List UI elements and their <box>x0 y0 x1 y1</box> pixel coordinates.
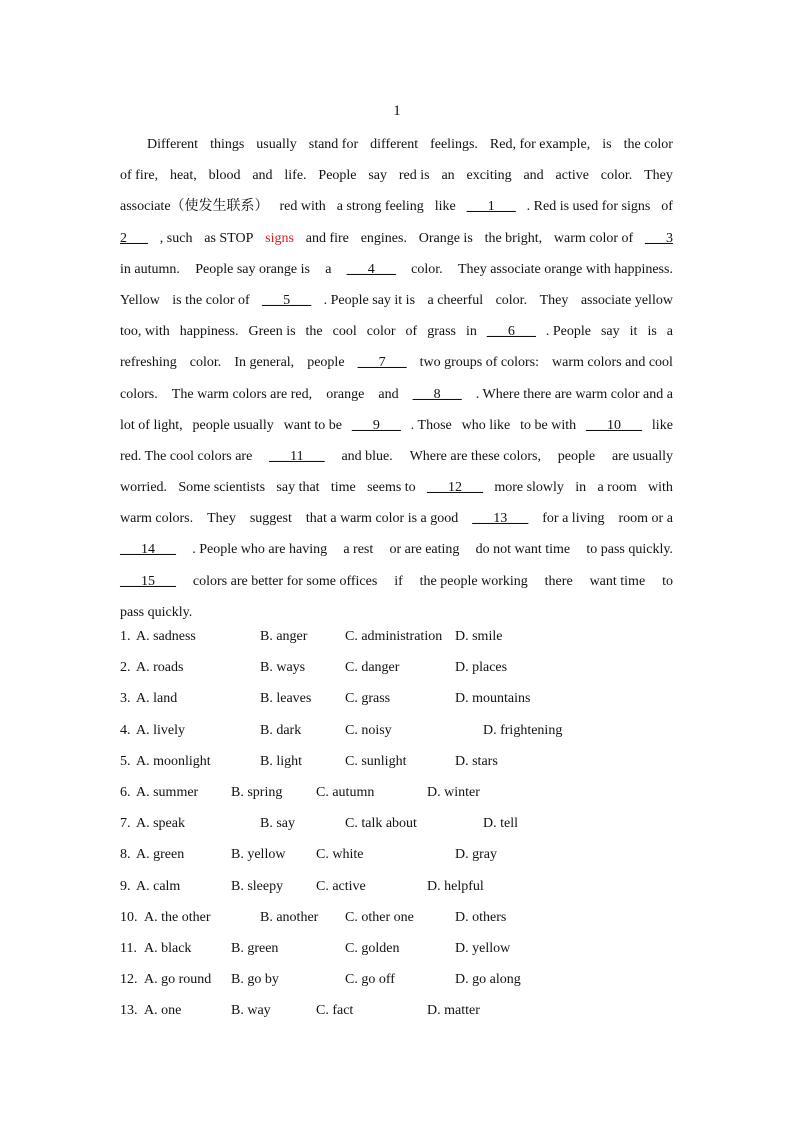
passage-text: color. <box>189 355 222 371</box>
passage-text: that a warm color is a good <box>305 511 459 527</box>
page-number: 1 <box>393 103 401 119</box>
option-a: A. one <box>144 1003 182 1019</box>
passage-text: and <box>378 386 399 402</box>
passage-line <box>120 129 673 160</box>
passage-text: want to be <box>283 417 342 433</box>
option-a: A. go round <box>144 972 212 988</box>
passage-line <box>120 347 673 378</box>
answer-blank: ___4___ <box>346 261 396 277</box>
passage-text: color. <box>411 261 443 277</box>
passage-text: red. The cool colors are <box>120 448 253 464</box>
passage-text: the bright, <box>484 230 543 246</box>
option-c: C. active <box>316 878 366 894</box>
passage-text: engines. <box>360 230 407 246</box>
question-number: 7. <box>120 816 131 832</box>
passage-text: with <box>648 480 673 496</box>
option-c: C. white <box>316 847 364 863</box>
option-c: C. danger <box>345 660 400 676</box>
passage-text: red is <box>398 168 430 184</box>
highlighted-word: signs <box>265 230 294 246</box>
passage-text: Orange is <box>418 230 473 246</box>
option-a: A. speak <box>136 816 185 832</box>
passage-text: as STOP <box>204 230 254 246</box>
option-c: C. talk about <box>345 816 417 832</box>
passage-text: in <box>465 324 477 340</box>
passage-line <box>120 223 673 254</box>
passage-text: . People <box>545 324 591 340</box>
passage-text: the people working <box>419 573 528 589</box>
passage-text: worried. <box>120 480 168 496</box>
passage-text: color <box>366 324 396 340</box>
passage-text: warm color of <box>553 230 634 246</box>
passage-text: lot of light, <box>120 417 183 433</box>
option-b: B. go by <box>231 972 279 988</box>
passage-text: in autumn. <box>120 261 180 277</box>
option-d: D. smile <box>455 629 503 644</box>
passage-text: a cheerful <box>427 292 484 308</box>
option-a: A. black <box>144 940 192 956</box>
passage-text: time <box>330 480 356 496</box>
passage-text: do not want time <box>475 542 571 558</box>
passage-text: Red, for example, <box>489 137 591 152</box>
passage-text: stand for <box>308 137 359 152</box>
passage-text: if <box>394 573 403 589</box>
passage-text: say <box>600 324 620 340</box>
passage-text: in <box>575 480 587 496</box>
passage-text: want time <box>589 573 646 589</box>
option-d: D. mountains <box>455 691 531 707</box>
option-a: A. sadness <box>136 629 196 644</box>
passage-text: there <box>544 573 573 589</box>
passage-text: it <box>629 324 638 340</box>
option-c: C. other one <box>345 909 414 925</box>
passage-text: a rest <box>343 542 374 558</box>
passage-text: warm colors. <box>120 511 194 527</box>
passage-line <box>120 566 673 597</box>
passage-text: people <box>557 448 596 464</box>
option-d: D. stars <box>455 753 498 769</box>
option-d: D. yellow <box>455 940 511 956</box>
option-a: A. moonlight <box>136 753 211 769</box>
passage-text: suggest <box>249 511 292 527</box>
passage-text: grass <box>427 324 456 340</box>
question-number: 11. <box>120 940 137 956</box>
passage-text: to pass quickly. <box>586 542 673 558</box>
passage-text: associate（使发生联系） <box>120 199 269 215</box>
passage-text: people usually <box>192 417 274 433</box>
answer-blank: ___10___ <box>586 417 643 433</box>
passage-text: and fire <box>305 230 349 246</box>
passage-text: They <box>644 168 673 184</box>
passage-text: a <box>325 261 332 277</box>
passage-text: warm colors and cool <box>552 355 673 371</box>
passage-line <box>120 379 673 410</box>
option-b: B. anger <box>260 629 308 644</box>
passage-text: heat, <box>169 168 197 184</box>
passage-line <box>120 441 673 472</box>
passage-text: too, with <box>120 324 170 340</box>
passage-text: Where are these colors, <box>409 448 541 464</box>
passage-text: to <box>662 573 673 589</box>
passage-text: They <box>207 511 236 527</box>
option-d: D. matter <box>427 1003 480 1019</box>
question-number: 10. <box>120 909 138 925</box>
answer-blank: ___6___ <box>486 324 536 340</box>
answer-blank: ___15___ <box>120 573 176 589</box>
passage-text: active <box>555 168 589 184</box>
option-b: B. dark <box>260 722 302 738</box>
option-d: D. gray <box>455 847 497 863</box>
answer-blank: ___12___ <box>427 480 483 496</box>
passage-text: Different <box>147 137 199 152</box>
question-number: 2. <box>120 660 131 676</box>
passage-text: a room <box>597 480 637 496</box>
passage-text: Some scientists <box>178 480 266 496</box>
passage-text: feelings. <box>430 137 478 152</box>
passage-text: are usually <box>611 448 673 464</box>
passage-text: and <box>252 168 273 184</box>
passage-text: They associate orange with happiness. <box>457 261 673 277</box>
question-number: 4. <box>120 722 131 738</box>
passage-line <box>120 254 673 285</box>
passage-text: or are eating <box>389 542 460 558</box>
passage-text: . People who are having <box>192 542 328 558</box>
passage-line <box>120 472 673 503</box>
option-a: A. the other <box>144 909 211 925</box>
passage-line <box>120 597 673 628</box>
passage-text: like <box>434 199 456 215</box>
question-number: 5. <box>120 753 131 769</box>
answer-blank: ___8___ <box>412 386 462 402</box>
option-d: D. tell <box>483 816 518 832</box>
passage-text: refreshing <box>120 355 177 371</box>
option-b: B. another <box>260 909 319 925</box>
passage-text: colors. <box>120 386 158 402</box>
question-number: 9. <box>120 878 131 894</box>
option-d: D. frightening <box>483 722 563 738</box>
passage-text: of fire, <box>120 168 159 184</box>
passage-text: like <box>651 417 673 433</box>
passage-text: the <box>305 324 323 340</box>
passage-text: is the color of <box>172 292 250 308</box>
passage-text: happiness. <box>179 324 239 340</box>
option-b: B. yellow <box>231 847 286 863</box>
passage-text: colors are better for some offices <box>192 573 378 589</box>
passage-text: . Those <box>410 417 452 433</box>
passage-text: an <box>441 168 455 184</box>
question-number: 3. <box>120 691 131 707</box>
option-d: D. go along <box>455 972 521 988</box>
passage-text: and <box>523 168 544 184</box>
option-a: A. lively <box>136 722 185 738</box>
passage-text: for a living <box>542 511 605 527</box>
option-c: C. grass <box>345 691 391 707</box>
passage-line <box>120 191 673 222</box>
passage-text: more slowly <box>494 480 564 496</box>
passage-text: two groups of colors: <box>419 355 539 371</box>
option-a: A. calm <box>136 878 181 894</box>
answer-blank: ___9___ <box>351 417 401 433</box>
option-c: C. fact <box>316 1003 354 1019</box>
answer-blank: ___7___ <box>357 355 407 371</box>
question-number: 6. <box>120 784 131 800</box>
passage-line <box>120 160 673 191</box>
passage-text: of <box>405 324 418 340</box>
answer-blank: ___5___ <box>262 292 312 308</box>
passage-text: and blue. <box>341 448 393 464</box>
passage-text: . Where there are warm color and a <box>475 386 673 402</box>
passage-text: People say orange is <box>195 261 310 277</box>
option-c: C. autumn <box>316 784 375 800</box>
option-b: B. sleepy <box>231 878 284 894</box>
passage-text: orange <box>326 386 365 402</box>
passage-text: people <box>307 355 345 371</box>
option-b: B. say <box>260 816 295 832</box>
passage-text: different <box>370 137 419 152</box>
option-d: D. helpful <box>427 878 484 894</box>
passage-text: things <box>210 137 245 152</box>
passage-line <box>120 316 673 347</box>
option-b: B. leaves <box>260 691 312 707</box>
passage-text: They <box>539 292 569 308</box>
passage-text: The warm colors are red, <box>171 386 313 402</box>
passage-text: red with <box>279 199 326 215</box>
option-b: B. spring <box>231 784 283 800</box>
passage-text: life. <box>284 168 307 184</box>
option-d: D. winter <box>427 784 480 800</box>
passage-text: to be with <box>520 417 577 433</box>
question-number: 13. <box>120 1003 138 1019</box>
answer-blank: 2___ <box>120 230 148 246</box>
passage-text: pass quickly. <box>120 604 193 620</box>
passage-text: say that <box>276 480 320 496</box>
question-number: 1. <box>120 629 131 644</box>
passage-text: . Red is used for signs <box>526 199 651 215</box>
passage-text: room or a <box>618 511 673 527</box>
passage-text: blood <box>208 168 241 184</box>
passage-text: color. <box>600 168 633 184</box>
question-number: 8. <box>120 847 131 863</box>
passage-text: usually <box>256 137 297 152</box>
option-c: C. noisy <box>345 722 392 738</box>
passage-text: People <box>318 168 357 184</box>
cloze-passage <box>120 129 673 628</box>
option-b: B. green <box>231 940 279 956</box>
passage-text: of <box>661 199 673 215</box>
answer-blank: ___3 <box>644 230 673 246</box>
passage-text: who like <box>461 417 511 433</box>
answer-blank: ___13___ <box>472 511 529 527</box>
passage-text: the color <box>623 137 673 152</box>
passage-text: associate yellow <box>580 292 673 308</box>
passage-line <box>120 285 673 316</box>
passage-text: , such <box>159 230 193 246</box>
passage-text: seems to <box>367 480 416 496</box>
passage-text: . People say it is <box>323 292 416 308</box>
passage-text: is <box>602 137 612 152</box>
passage-text: say <box>368 168 388 184</box>
passage-line <box>120 410 673 441</box>
option-b: B. way <box>231 1003 271 1019</box>
option-a: A. summer <box>136 784 199 800</box>
answer-blank: ___14___ <box>120 542 176 558</box>
passage-text: color. <box>495 292 528 308</box>
option-a: A. green <box>136 847 185 863</box>
option-b: B. ways <box>260 660 306 676</box>
option-a: A. roads <box>136 660 184 676</box>
question-number: 12. <box>120 972 138 988</box>
passage-text: a strong feeling <box>336 199 424 215</box>
passage-line <box>120 503 673 534</box>
passage-text: is <box>647 324 657 340</box>
answer-blank: ___1___ <box>466 199 516 215</box>
option-c: C. go off <box>345 972 395 988</box>
option-c: C. administration <box>345 629 443 644</box>
option-c: C. sunlight <box>345 753 407 769</box>
passage-text: cool <box>332 324 357 340</box>
passage-text: Green is <box>248 324 296 340</box>
passage-line <box>120 534 673 565</box>
option-c: C. golden <box>345 940 400 956</box>
option-b: B. light <box>260 753 303 769</box>
passage-text: exciting <box>466 168 512 184</box>
passage-text: a <box>666 324 673 340</box>
option-a: A. land <box>136 691 178 707</box>
option-d: D. places <box>455 660 508 676</box>
passage-text: Yellow <box>120 292 160 308</box>
option-d: D. others <box>455 909 507 925</box>
answer-blank: ___11___ <box>269 448 325 464</box>
passage-text: In general, <box>234 355 295 371</box>
